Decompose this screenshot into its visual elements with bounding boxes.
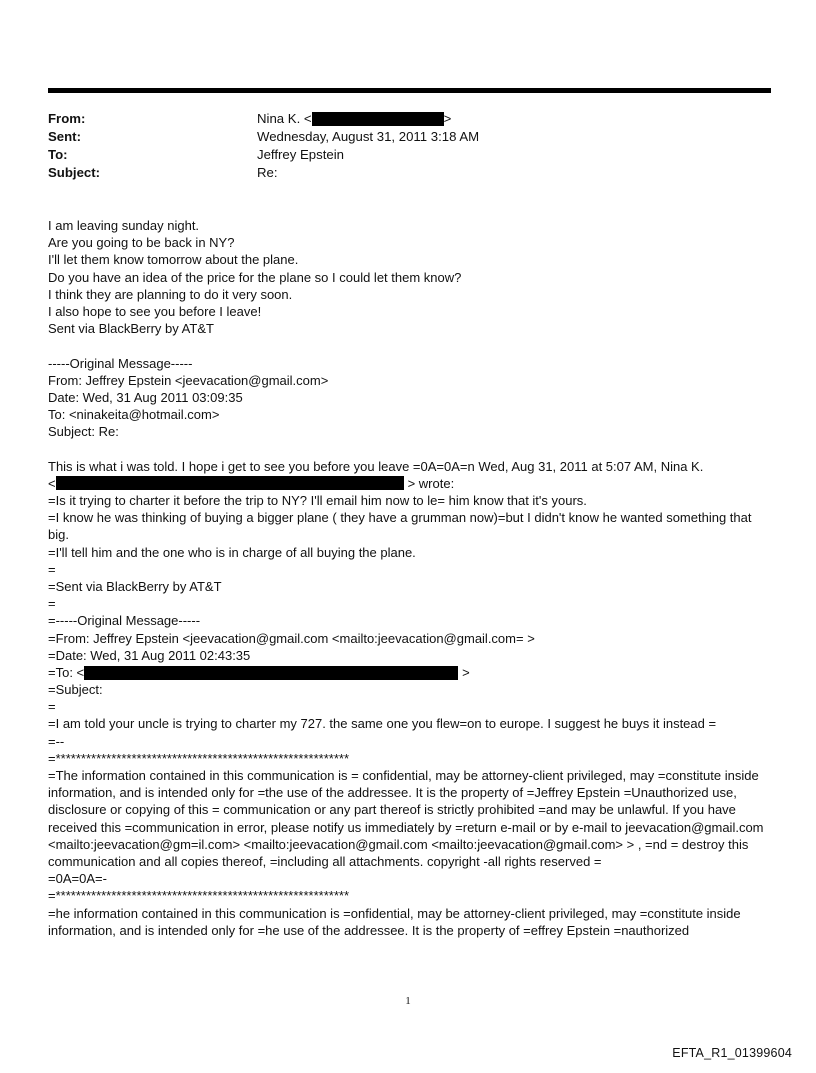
quoted-line: =Is it trying to charter it before the trip to NY? I'll email him now to le= him know that it's yours. [48, 493, 587, 508]
body-line: I am leaving sunday night. [48, 218, 200, 233]
quoted-subject: Subject: Re: [48, 424, 119, 440]
quoted-to: To: <ninakeita@hotmail.com> [48, 407, 220, 423]
sent-label: Sent: [48, 129, 81, 144]
subject-value: Re: [257, 165, 278, 180]
quoted-line: =I know he was thinking of buying a bigger plane ( they have a grumman now)=but I didn't know he wanted something that big. [48, 510, 752, 543]
from-value: Nina K. < [257, 111, 312, 126]
subject-row [48, 164, 771, 182]
document-id: EFTA_R1_01399604 [672, 1046, 792, 1060]
quoted-line: =-- [48, 733, 65, 749]
quoted-line: =0A=0A=- [48, 871, 107, 887]
body-line: I think they are planning to do it very soon. [48, 286, 293, 302]
quoted-line: = [48, 699, 56, 715]
quoted-to-line [48, 664, 773, 681]
body-line: Do you have an idea of the price for the plane so I could let them know? [48, 269, 462, 285]
signature-line: Sent via BlackBerry by AT&T [48, 321, 214, 337]
sent-value: Wednesday, August 31, 2011 3:18 AM [257, 129, 480, 144]
body-line: I also hope to see you before I leave! [48, 303, 262, 319]
quoted-line: =I'll tell him and the one who is in charge of all buying the plane. [48, 544, 416, 560]
quoted-line: =-----Original Message----- [48, 613, 201, 629]
to-value: Jeffrey Epstein [257, 147, 344, 162]
quoted-line: =From: Jeffrey Epstein <jeevacation@gmail.com <mailto:jeevacation@gmail.com= > [48, 630, 535, 646]
wrote-line [48, 475, 773, 492]
to-prefix: =To: < [48, 664, 85, 680]
asterisk-separator: =********************************************************** [48, 888, 350, 904]
quoted-line: =Date: Wed, 31 Aug 2011 02:43:35 [48, 647, 251, 663]
quoted-line: =Subject: [48, 682, 103, 698]
subject-label: Subject: [48, 165, 101, 180]
quoted-line: =I am told your uncle is trying to charter my 727. the same one you flew=on to europe. I suggest he buys it instead = [48, 716, 717, 732]
quoted-from: From: Jeffrey Epstein <jeevacation@gmail.com> [48, 372, 329, 388]
quoted-line: = [48, 561, 56, 577]
redaction-box [56, 476, 404, 490]
body-line: Are you going to be back in NY? [48, 235, 235, 251]
redaction-box [84, 666, 458, 680]
to-suffix: > [462, 664, 470, 680]
original-message-marker: -----Original Message----- [48, 355, 193, 371]
from-label: From: [48, 111, 86, 126]
asterisk-separator: =********************************************************** [48, 750, 350, 766]
body-line: I'll let them know tomorrow about the plane. [48, 252, 299, 268]
from-row [48, 110, 771, 128]
from-tail: > [443, 111, 452, 126]
quoted-date: Date: Wed, 31 Aug 2011 03:09:35 [48, 389, 243, 405]
redaction-box [312, 112, 444, 126]
sent-row [48, 128, 771, 146]
wrote-prefix: < [48, 475, 56, 491]
to-label: To: [48, 147, 68, 162]
page-number: 1 [405, 995, 411, 1007]
header-rule [48, 88, 771, 93]
quoted-line: = [48, 596, 56, 612]
email-body [48, 217, 773, 939]
quoted-line: =Sent via BlackBerry by AT&T [48, 578, 222, 594]
disclaimer-paragraph: =The information contained in this communication is = confidential, may be attorney-client privileged, may =constitute inside information, and is intended only for =the use of the addressee. It is the property of =Jeffrey Epstein =Unauthorized use, disclosure or copying of this = communication or any part thereof is strictly prohibited =and may be unlawful. If you have received this =communication in error, please notify us immediately by =return e-mail or by e-mail to jeevacation@gmail.com <mailto:jeevacation@gm=il.com> <mailto:jeevacation@gmail.com <mailto:jeevacation@gmail.com> > , =nd = destroy this communication and all copies thereof, =including all attachments. copyright -all rights reserved = [48, 768, 764, 870]
to-row [48, 146, 771, 164]
email-header [48, 110, 771, 182]
disclaimer-paragraph: =he information contained in this communication is =onfidential, may be attorney-client privileged, may =constitute inside information, and is intended only for =he use of the addressee. It is the property of =effrey Epstein =nauthorized [48, 905, 741, 938]
wrote-suffix: > wrote: [407, 475, 455, 491]
reply-text: This is what i was told. I hope i get to see you before you leave =0A=0A=n Wed, Aug 31, 2011 at 5:07 AM, Nina K. [48, 458, 704, 474]
